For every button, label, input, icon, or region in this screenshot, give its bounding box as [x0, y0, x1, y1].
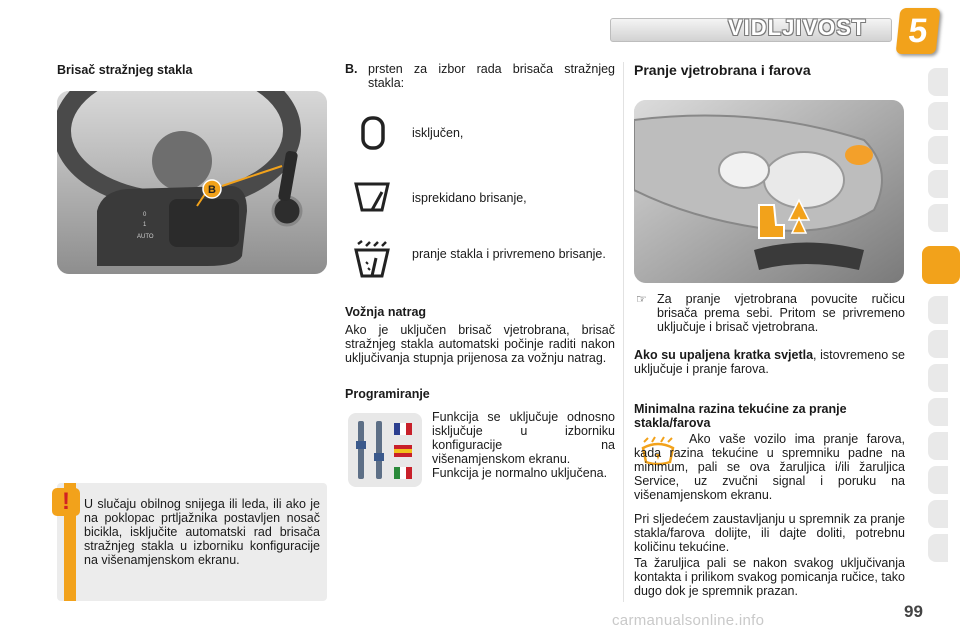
- windscreen-wash-text: Za pranje vjetrobrana povucite ručicu brisača prema sebi. Pritom se privremeno uključuje i brisač vjetrobrana.: [657, 292, 905, 334]
- programming-heading: Programiranje: [345, 387, 430, 401]
- reverse-heading: Vožnja natrag: [345, 305, 427, 319]
- warning-text: U slučaju obilnog snijega ili leda, ili ako je na poklopac prtljažnika postavljen nosač bicikla, isključite automatski rad brisača stražnjeg stakla u izborniku konfiguracije na višenamjenskom ekranu.: [84, 497, 320, 567]
- stalk-mark: 1: [143, 222, 147, 228]
- chapter-tab[interactable]: [928, 204, 948, 232]
- bullet-hand-icon: ☞: [636, 292, 647, 306]
- headlamp-photo: [634, 100, 904, 283]
- warning-icon: !: [52, 488, 80, 516]
- chapter-tab[interactable]: [928, 102, 948, 130]
- mode-wash-label: pranje stakla i privremeno brisanje.: [412, 247, 606, 261]
- chapter-tab[interactable]: [928, 68, 948, 96]
- chapter-tab[interactable]: [928, 364, 948, 392]
- config-menu-icon: [348, 413, 422, 487]
- label-b: B.: [345, 62, 358, 76]
- ring-description: prsten za izbor rada brisača stražnjeg stakla:: [368, 62, 615, 90]
- refill-text: Pri sljedećem zaustavljanju u spremnik za pranje stakla/farova dolijte, ili dajte doliti, potrebnu količinu tekućine.: [634, 512, 905, 554]
- chapter-tab[interactable]: [928, 398, 948, 426]
- programming-text-2: Funkcija je normalno uključena.: [432, 466, 608, 480]
- chapter-tab[interactable]: [928, 500, 948, 528]
- dipped-beam-rest: , istovremeno se uključuje i pranje farova.: [634, 348, 905, 376]
- stalk-mark: 0: [143, 212, 147, 218]
- page-title: VIDLJIVOST: [728, 15, 867, 40]
- chapter-tab[interactable]: [928, 432, 948, 460]
- section-heading: Brisač stražnjeg stakla: [57, 63, 193, 77]
- chapter-tab[interactable]: [928, 296, 948, 324]
- dipped-beam-text: [634, 348, 905, 376]
- mode-off-label: isključen,: [412, 126, 464, 140]
- wiper-stalk-photo: [57, 91, 327, 274]
- min-level-heading: Minimalna razina tekućine za pranje stakla/farova: [634, 402, 847, 430]
- column-divider: [623, 62, 624, 602]
- reverse-text: Ako je uključen brisač vjetrobrana, brisač stražnjeg stakla automatski počinje raditi nakon uključivanja stupnja prijenosa za vožnju natrag.: [345, 323, 615, 365]
- chapter-tab[interactable]: [928, 534, 948, 562]
- section-heading: Pranje vjetrobrana i farova: [634, 62, 811, 78]
- wash-wipe-icon: [352, 240, 392, 280]
- watermark: carmanualsonline.info: [612, 612, 765, 629]
- chapter-tab[interactable]: [928, 170, 948, 198]
- chapter-tab[interactable]: [928, 330, 948, 358]
- programming-text-1: Funkcija se uključuje odnosno isključuje u izborniku konfiguracije na višenamjenskom ekranu.: [432, 410, 615, 466]
- lamp-text: Ta žaruljica pali se nakon svakog uključivanja kontakta i prilikom svakog pomicanja ručice, tako dugo dok je spremnik prazan.: [634, 556, 905, 598]
- mode-intermittent-label: isprekidano brisanje,: [412, 191, 527, 205]
- chapter-badge: 5: [896, 8, 941, 54]
- dipped-beam-bold: Ako su upaljena kratka svjetla: [634, 348, 814, 362]
- rear-wiper-off-icon: [358, 115, 388, 151]
- callout-b: B: [208, 184, 216, 196]
- chapter-tab[interactable]: [928, 136, 948, 164]
- intermittent-wipe-icon: [352, 180, 392, 216]
- min-level-text: Ako vaše vozilo ima pranje farova, kada razina tekućine u spremniku padne na minimum, pali se ova žaruljica i/ili žaruljica Service, uz zvučni signal i poruku na višenamjenskom ekranu.: [634, 432, 905, 502]
- stalk-mark: AUTO: [137, 234, 154, 240]
- chapter-tab-active[interactable]: [922, 246, 960, 284]
- chapter-tab[interactable]: [928, 466, 948, 494]
- page-number: 99: [904, 602, 923, 621]
